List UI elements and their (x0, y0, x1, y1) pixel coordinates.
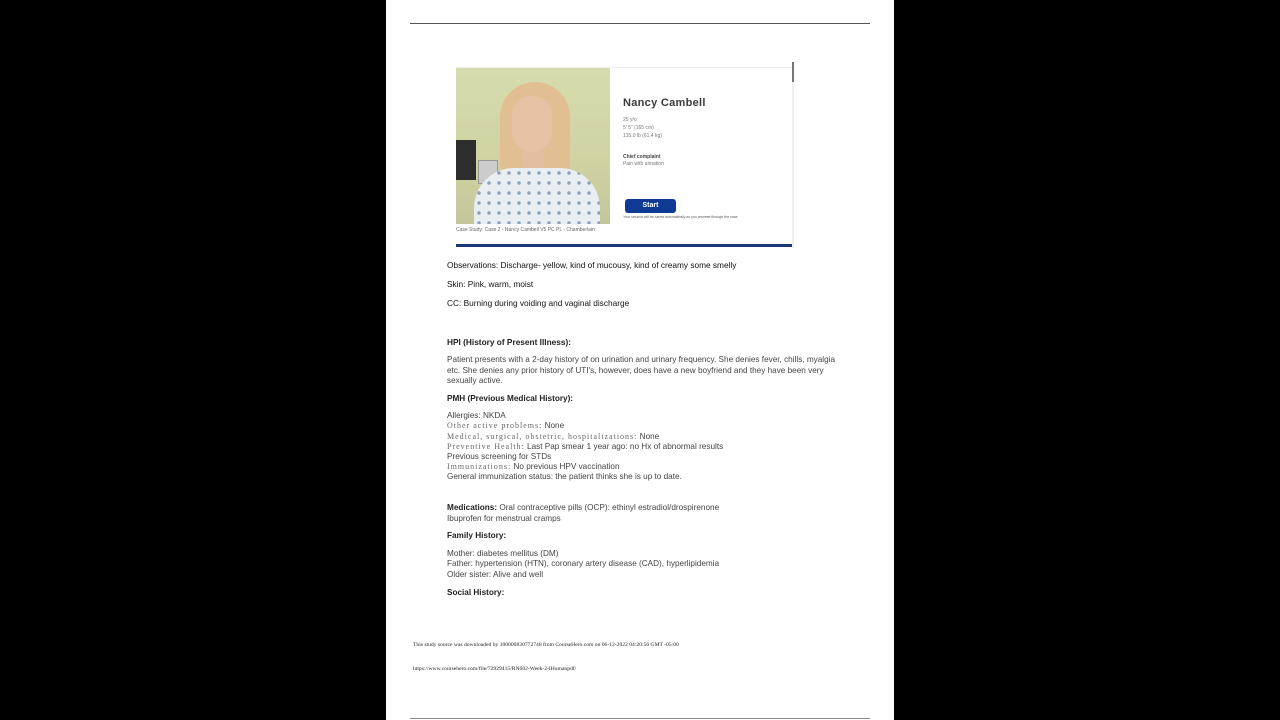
social-history-heading: Social History: (447, 588, 505, 597)
pmh-heading: PMH (Previous Medical History): (447, 394, 574, 403)
card-bottom-bar (456, 244, 792, 247)
patient-info-panel (610, 68, 790, 224)
preventive-health-line (447, 442, 723, 451)
preventive-health-value: Last Pap smear 1 year ago: no Hx of abnormal results (527, 442, 724, 451)
medical-history-value: None (639, 432, 660, 441)
top-rule (410, 23, 870, 24)
skin-line: Skin: Pink, warm, moist (447, 279, 534, 289)
medications-label: Medications: (447, 503, 498, 512)
general-immunization-line: General immunization status: the patient thinks she is up to date. (447, 472, 682, 481)
family-item: Mother: diabetes mellitus (DM) (447, 549, 559, 558)
std-screening-line: Previous screening for STDs (447, 452, 552, 461)
case-caption: Case Study: Case 2 - Nancy Cambell V5 PC PL - Chamberlain (456, 227, 595, 233)
patient-weight: 135.0 lb (61.4 kg) (623, 133, 662, 139)
start-button[interactable]: Start (625, 199, 676, 213)
medical-history-label: Medical, surgical, obstetric, hospitalizations: (447, 432, 638, 441)
medications-line (447, 503, 719, 512)
family-item: Father: hypertension (HTN), coronary artery disease (CAD), hyperlipidemia (447, 559, 720, 568)
patient-height: 5' 5" (165 cm) (623, 125, 654, 131)
cc-line: CC: Burning during voiding and vaginal discharge (447, 298, 630, 308)
immunizations-label: Immunizations: (447, 462, 512, 471)
avatar-face (512, 96, 552, 152)
patient-vitals (623, 116, 662, 140)
medical-history-line (447, 432, 659, 441)
observations-line: Observations: Discharge- yellow, kind of mucousy, kind of creamy some smelly (447, 260, 737, 270)
download-note: This study source was downloaded by 100000830772748 from CourseHero.com on 06-12-2022 04:20:56 GMT -05:00 (413, 642, 679, 648)
document-page (386, 0, 894, 720)
hpi-paragraph: Patient presents with a 2-day history of on urination and urinary frequency. She denies fever, chills, myalgia etc. She denies any prior history of UTI's, however, does have a new boyfriend and they have been very sexually active. (447, 355, 836, 385)
case-study-card (456, 62, 794, 248)
medications-value: Oral contraceptive pills (OCP): ethinyl estradiol/drospirenone (499, 503, 720, 512)
hpi-heading: HPI (History of Present Illness): (447, 337, 572, 347)
medications-line-2: Ibuprofen for menstrual cramps (447, 514, 561, 523)
card-scrollbar[interactable] (792, 62, 794, 248)
chief-complaint-label: Chief complaint (623, 154, 661, 160)
bottom-rule (410, 718, 870, 719)
card-scrollbar-thumb[interactable] (792, 62, 794, 82)
family-item: Older sister: Alive and well (447, 570, 544, 579)
patient-age: 25 y/o (623, 117, 637, 123)
session-note: Your session will be saved automatically as you proceed through the case. (623, 215, 739, 219)
immunizations-value: No previous HPV vaccination (513, 462, 620, 471)
source-url[interactable]: https://www.coursehero.com/file/72929415/RN602-Week-2-IHumanpdf/ (413, 666, 577, 672)
wall-equipment (456, 140, 476, 180)
allergies-line: Allergies: NKDA (447, 411, 506, 420)
immunizations-line (447, 462, 620, 471)
preventive-health-label: Preventive Health: (447, 442, 525, 451)
avatar-gown (474, 168, 600, 224)
patient-avatar-image (456, 68, 610, 224)
other-problems-line (447, 421, 564, 430)
family-history-heading: Family History: (447, 531, 507, 540)
other-problems-label: Other active problems: (447, 421, 543, 430)
other-problems-value: None (544, 421, 565, 430)
patient-name: Nancy Cambell (623, 97, 706, 109)
chief-complaint-value: Pain with urination (623, 161, 664, 167)
